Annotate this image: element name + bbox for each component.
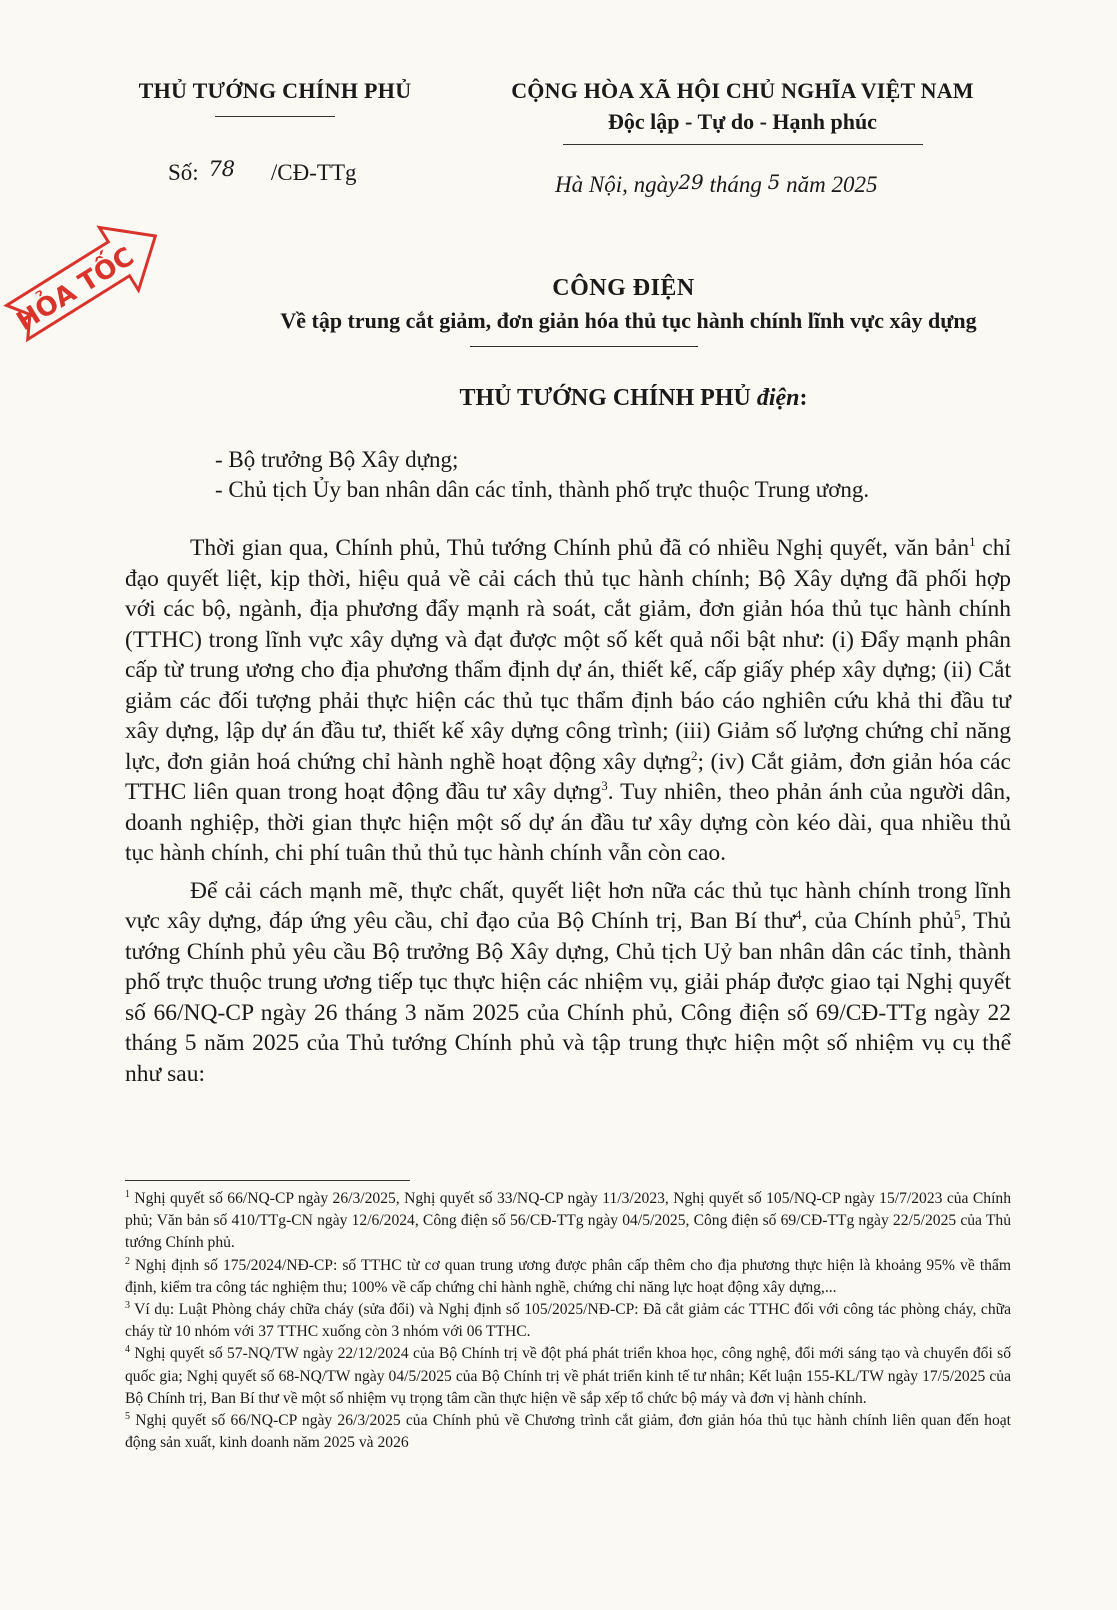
footnote-item bbox=[125, 1299, 1011, 1343]
document-number bbox=[168, 157, 357, 186]
sender-verb: điện bbox=[756, 385, 800, 411]
footnote-ref: 3 bbox=[601, 778, 608, 794]
footnote-item bbox=[125, 1343, 1011, 1410]
agency-underline bbox=[215, 116, 335, 117]
nation-motto: Độc lập - Tự do - Hạnh phúc bbox=[608, 109, 877, 134]
footnote-number: 1 bbox=[125, 1188, 130, 1200]
footnote-item bbox=[125, 1410, 1011, 1454]
footnote-number: 3 bbox=[125, 1299, 130, 1311]
title-block bbox=[100, 275, 1107, 347]
sender-line bbox=[100, 385, 1117, 412]
paragraph-2 bbox=[125, 876, 1011, 1090]
paragraph-text: , của Chính phủ bbox=[801, 908, 955, 934]
footnote-number: 5 bbox=[125, 1410, 130, 1422]
footnote-text: Ví dụ: Luật Phòng cháy chữa cháy (sửa đổi) và Nghị định số 105/2025/NĐ-CP: Đã cắt giảm các TTHC đối với công tác phòng cháy, chữa cháy từ 10 nhóm với 37 TTHC xuống còn 3 nhóm với 06 TTHC. bbox=[125, 1301, 1011, 1341]
footnote-text: Nghị quyết số 66/NQ-CP ngày 26/3/2025, Nghị quyết số 33/NQ-CP ngày 11/3/2023, Nghị quyết số 105/NQ-CP ngày 15/7/2023 của Chính phủ; Văn bản số 410/TTg-CN ngày 12/6/2024, Công điện số 56/CĐ-TTg ngày 04/5/2025, Công điện số 69/CĐ-TTg ngày 22/5/2025 của Thủ tướng Chính phủ. bbox=[125, 1190, 1011, 1252]
paragraph-text: Thời gian qua, Chính phủ, Thủ tướng Chính phủ đã có nhiều Nghị quyết, văn bản bbox=[190, 535, 970, 561]
sender-name: THỦ TƯỚNG CHÍNH PHỦ bbox=[459, 385, 751, 411]
issuing-agency: THỦ TƯỚNG CHÍNH PHỦ bbox=[138, 78, 412, 103]
year-text: năm 2025 bbox=[786, 172, 878, 197]
footnote-ref: 1 bbox=[969, 534, 976, 550]
month-label: tháng bbox=[709, 172, 762, 197]
month-handwritten: 5 bbox=[767, 170, 781, 194]
footnote-ref: 4 bbox=[795, 907, 802, 923]
place-date bbox=[555, 172, 878, 198]
footnote-text: Nghị định số 175/2024/NĐ-CP: số TTHC từ cơ quan trung ương được phân cấp thêm cho địa phương thực hiện là khoảng 95% về thẩm định, kiểm tra công tác nghiệm thu; 100% về cấp chứng chỉ hành nghề, chứng chỉ năng lực hoạt động xây dựng,... bbox=[125, 1256, 1011, 1296]
footnote-number: 4 bbox=[125, 1344, 130, 1356]
footnote-item bbox=[125, 1255, 1011, 1299]
footnote-ref: 5 bbox=[954, 907, 961, 923]
document-type: CÔNG ĐIỆN bbox=[552, 275, 695, 301]
number-suffix: /CĐ-TTg bbox=[270, 160, 357, 185]
paragraph-1 bbox=[125, 533, 1011, 869]
footnote-item bbox=[125, 1188, 1011, 1255]
national-header bbox=[470, 78, 1015, 145]
paragraph-text: , Thủ tướng Chính phủ yêu cầu Bộ trưởng Bộ Xây dựng, Chủ tịch Uỷ ban nhân dân các tỉnh, thành phố trực thuộc trung ương tiếp tục thực hiện các nhiệm vụ, giải pháp được giao tại Nghị quyết số 66/NQ-CP ngày 26 tháng 3 năm 2025 của Chính phủ, Công điện số 69/CĐ-TTg ngày 22 tháng 5 năm 2025 của Thủ tướng Chính phủ và tập trung thực hiện một số nhiệm vụ cụ thể như sau: bbox=[125, 908, 1011, 1087]
footnote-text: Nghị quyết số 66/NQ-CP ngày 26/3/2025 của Chính phủ về Chương trình cắt giảm, đơn giản hóa thủ tục hành chính liên quan đến hoạt động sản xuất, kinh doanh năm 2025 và 2026 bbox=[125, 1412, 1011, 1452]
footnotes bbox=[125, 1188, 1011, 1454]
footnote-separator bbox=[125, 1180, 410, 1181]
recipient-item: - Chủ tịch Ủy ban nhân dân các tỉnh, thành phố trực thuộc Trung ương. bbox=[215, 477, 870, 502]
paragraph-text: . Tuy nhiên, theo phản ánh của người dân, doanh nghiệp, thời gian thực hiện một số dự án đầu tư xây dựng còn kéo dài, qua nhiều thủ tục hành chính, chi phí tuân thủ thủ tục hành chính vẫn còn cao. bbox=[125, 779, 1012, 866]
place-prefix: Hà Nội, ngày bbox=[555, 172, 679, 197]
motto-underline bbox=[563, 144, 923, 145]
day-handwritten: 29 bbox=[678, 170, 704, 194]
document-subject: Về tập trung cắt giảm, đơn giản hóa thủ tục hành chính lĩnh vực xây dựng bbox=[280, 308, 977, 333]
paragraph-text: Để cải cách mạnh mẽ, thực chất, quyết liệt hơn nữa các thủ tục hành chính trong lĩnh vực xây dựng, đáp ứng yêu cầu, chỉ đạo của Bộ Chính trị, Ban Bí thư bbox=[125, 877, 1011, 934]
paragraph-text: chỉ đạo quyết liệt, kịp thời, hiệu quả về cải cách thủ tục hành chính; Bộ Xây dựng đã phối hợp với các bộ, ngành, địa phương đẩy mạnh rà soát, cắt giảm, đơn giản hóa thủ tục hành chính (TTHC) trong lĩnh vực xây dựng và đạt được một số kết quả nổi bật như: (i) Đẩy mạnh phân cấp từ trung ương cho địa phương thẩm định dự án, thiết kế, cấp giấy phép xây dựng; (ii) Cắt giảm các đối tượng phải thực hiện các thủ tục thẩm định báo cáo nghiên cứu khả thi đầu tư xây dựng, lập dự án đầu tư, thiết kế xây dựng công trình; (iii) Giảm số lượng chứng chỉ năng lực, đơn giản hoá chứng chỉ hành nghề hoạt động xây dựng bbox=[125, 535, 1011, 775]
issuing-agency-block bbox=[110, 78, 440, 117]
body-text bbox=[125, 533, 1011, 1096]
footnote-text: Nghị quyết số 57-NQ/TW ngày 22/12/2024 của Bộ Chính trị về đột phá phát triển khoa học, công nghệ, đổi mới sáng tạo và chuyển đổi số quốc gia; Nghị quyết số 68-NQ/TW ngày 04/5/2025 của Bộ Chính trị về phát triển kinh tế tư nhân; Kết luận 155-KL/TW ngày 17/5/2025 của Bộ Chính trị, Ban Bí thư về một số nhiệm vụ trọng tâm cần thực hiện về sắp xếp tổ chức bộ máy và đơn vị hành chính. bbox=[125, 1345, 1011, 1407]
sender-colon: : bbox=[799, 385, 808, 411]
footnote-number: 2 bbox=[125, 1255, 130, 1267]
recipient-item: - Bộ trưởng Bộ Xây dựng; bbox=[215, 447, 459, 472]
paragraph-text: ; (iv) Cắt giảm, đơn giản hóa các TTHC liên quan trong hoạt động đầu tư xây dựng bbox=[125, 748, 1011, 805]
nation-name: CỘNG HÒA XÃ HỘI CHỦ NGHĨA VIỆT NAM bbox=[511, 78, 974, 103]
number-handwritten: 78 bbox=[208, 157, 236, 181]
recipients-list bbox=[215, 445, 869, 505]
number-label: Số: bbox=[168, 160, 199, 185]
subject-underline bbox=[470, 346, 698, 347]
footnote-ref: 2 bbox=[690, 747, 698, 763]
stamp-text: HỎA TỐC bbox=[11, 241, 140, 338]
